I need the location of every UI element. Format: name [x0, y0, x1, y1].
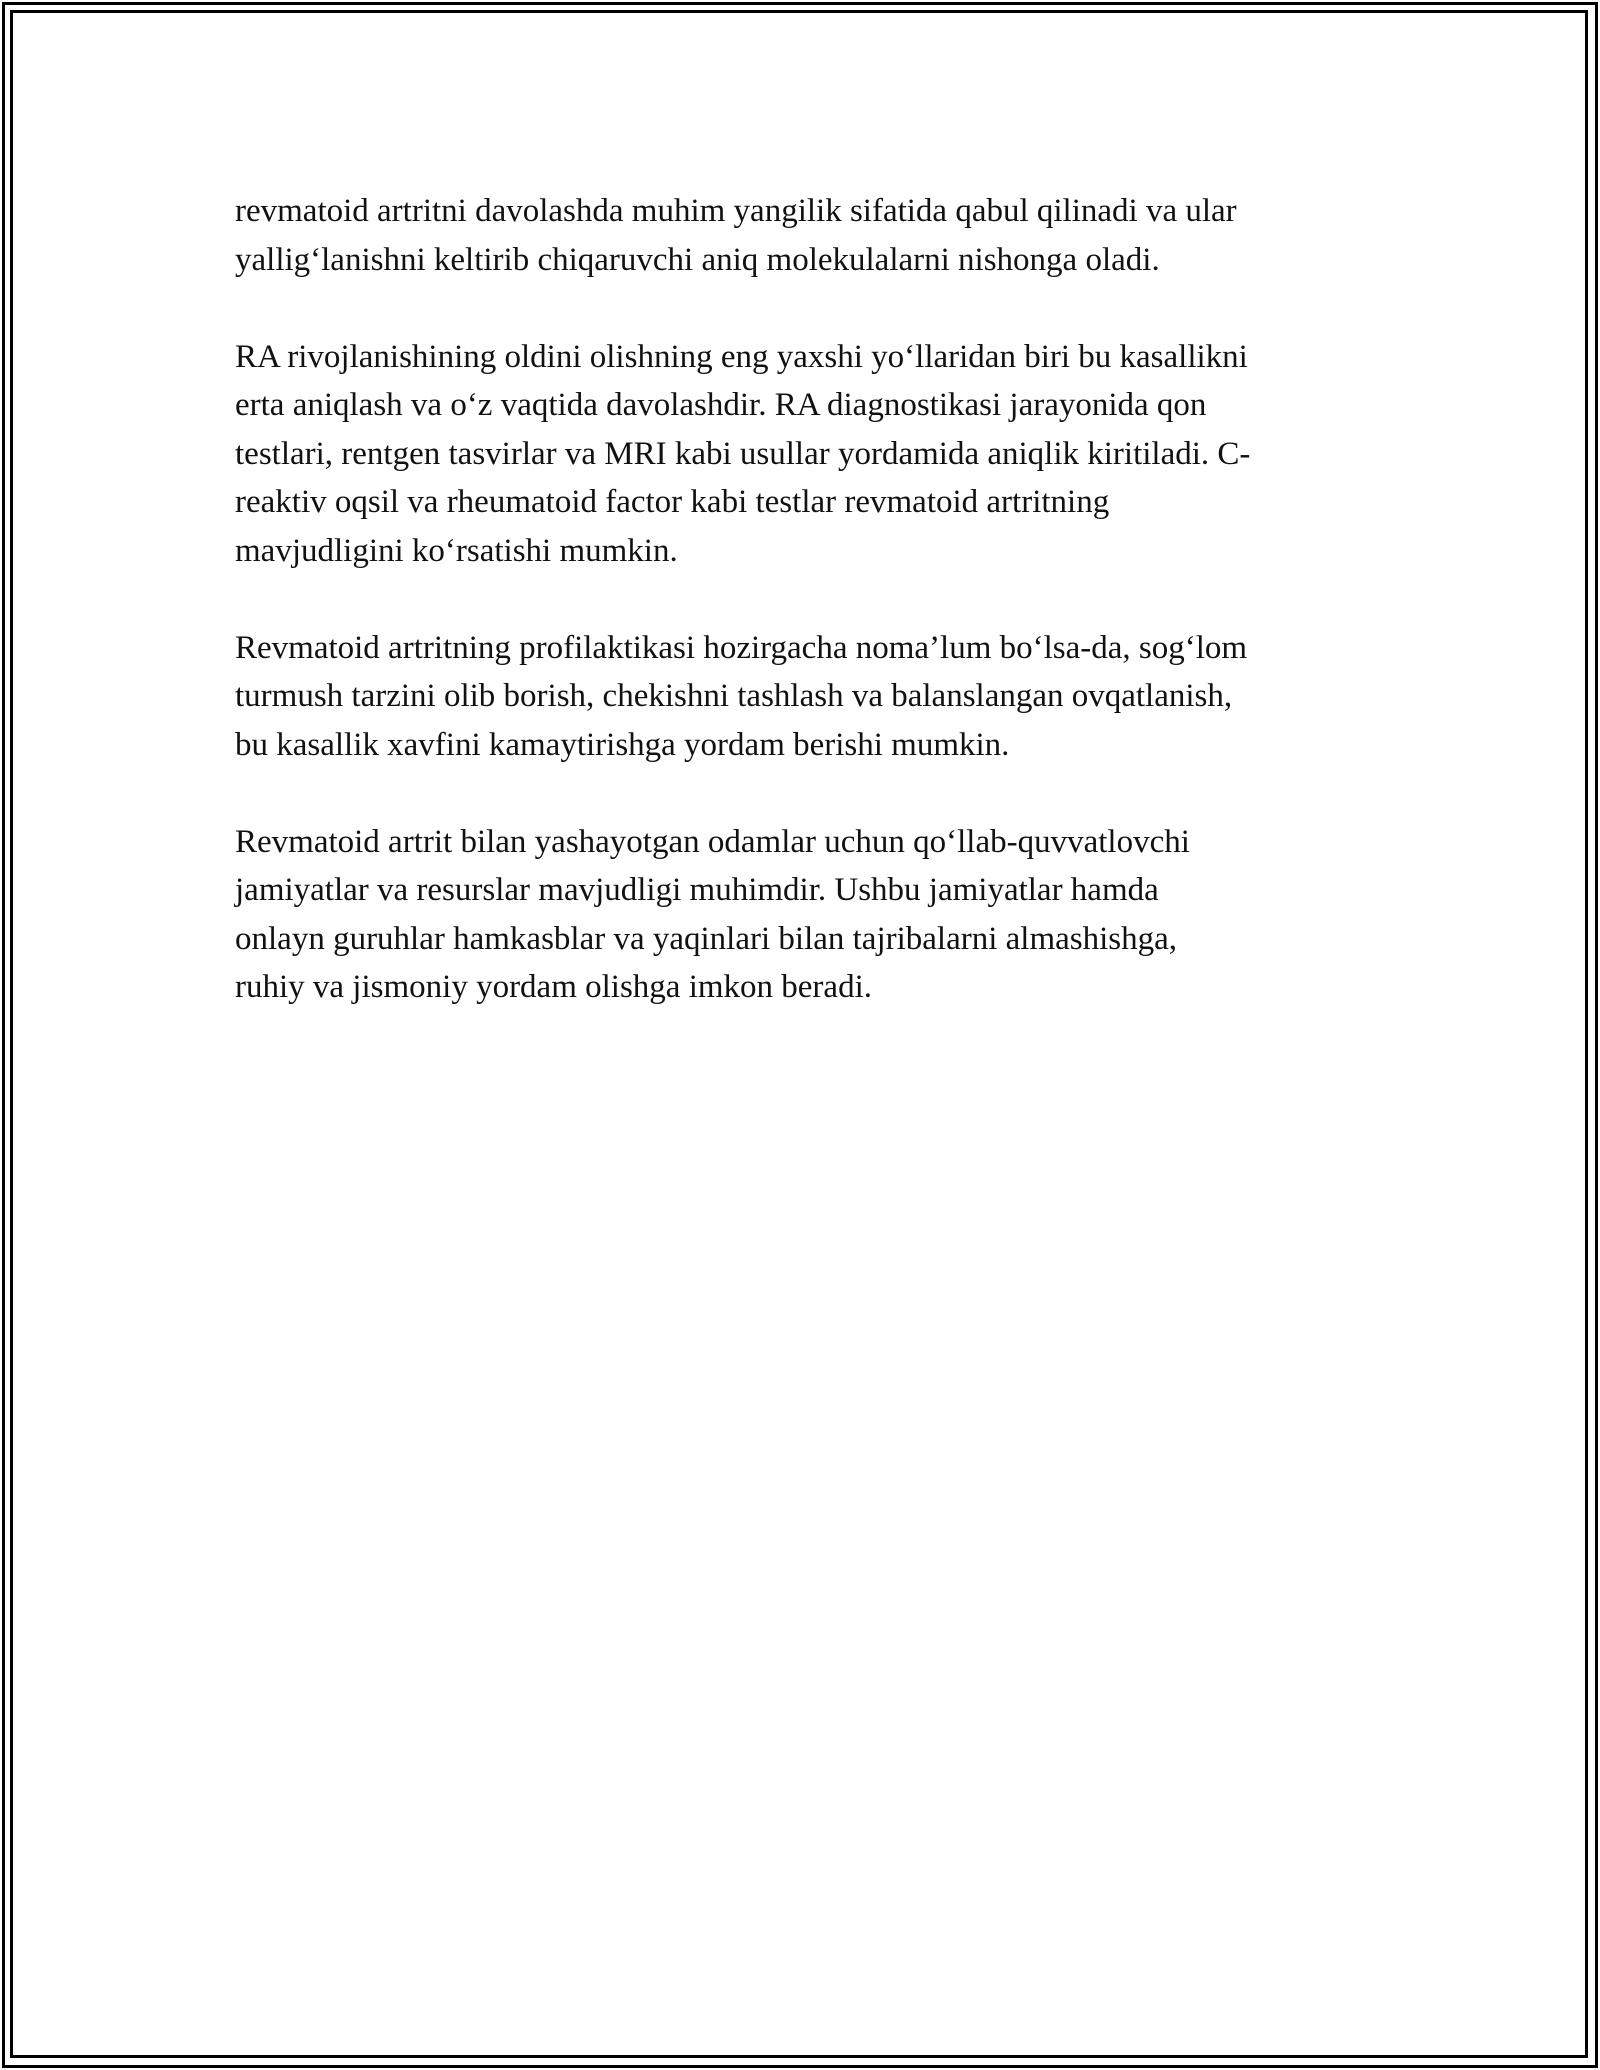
text-line: ruhiy va jismoniy yordam olishga imkon beradi. [235, 969, 872, 1005]
paragraph-3 [235, 624, 1395, 770]
text-line: Revmatoid artritning profilaktikasi hozirgacha noma’lum bo‘lsa-da, sog‘lom [235, 629, 1248, 666]
text-line: reaktiv oqsil va rheumatoid factor kabi testlar revmatoid artritning [235, 484, 1110, 520]
text-line: revmatoid artritni davolashda muhim yangilik sifatida qabul qilinadi va ular [235, 193, 1237, 229]
text-line: bu kasallik xavfini kamaytirishga yordam berishi mumkin. [235, 726, 1010, 763]
paragraph-1 [235, 187, 1395, 284]
text-line: onlayn guruhlar hamkasblar va yaqinlari bilan tajribalarni almashishga, [235, 920, 1178, 957]
text-line: Revmatoid artrit bilan yashayotgan odamlar uchun qo‘llab-quvvatlovchi [235, 823, 1190, 860]
document-body [235, 187, 1395, 1060]
text-line: jamiyatlar va resurslar mavjudligi muhimdir. Ushbu jamiyatlar hamda [235, 872, 1159, 908]
text-line: testlari, rentgen tasvirlar va MRI kabi usullar yordamida aniqlik kiritiladi. C- [235, 435, 1251, 472]
text-line: erta aniqlash va o‘z vaqtida davolashdir. RA diagnostikasi jarayonida qon [235, 387, 1207, 423]
text-line: turmush tarzini olib borish, chekishni tashlash va balanslangan ovqatlanish, [235, 678, 1233, 714]
paragraph-4 [235, 818, 1395, 1012]
text-line: RA rivojlanishining oldini olishning eng yaxshi yo‘llaridan biri bu kasallikni [235, 338, 1248, 375]
text-line: yallig‘lanishni keltirib chiqaruvchi aniq molekulalarni nishonga oladi. [235, 241, 1160, 278]
text-line: mavjudligini ko‘rsatishi mumkin. [235, 532, 678, 569]
paragraph-2 [235, 333, 1395, 576]
